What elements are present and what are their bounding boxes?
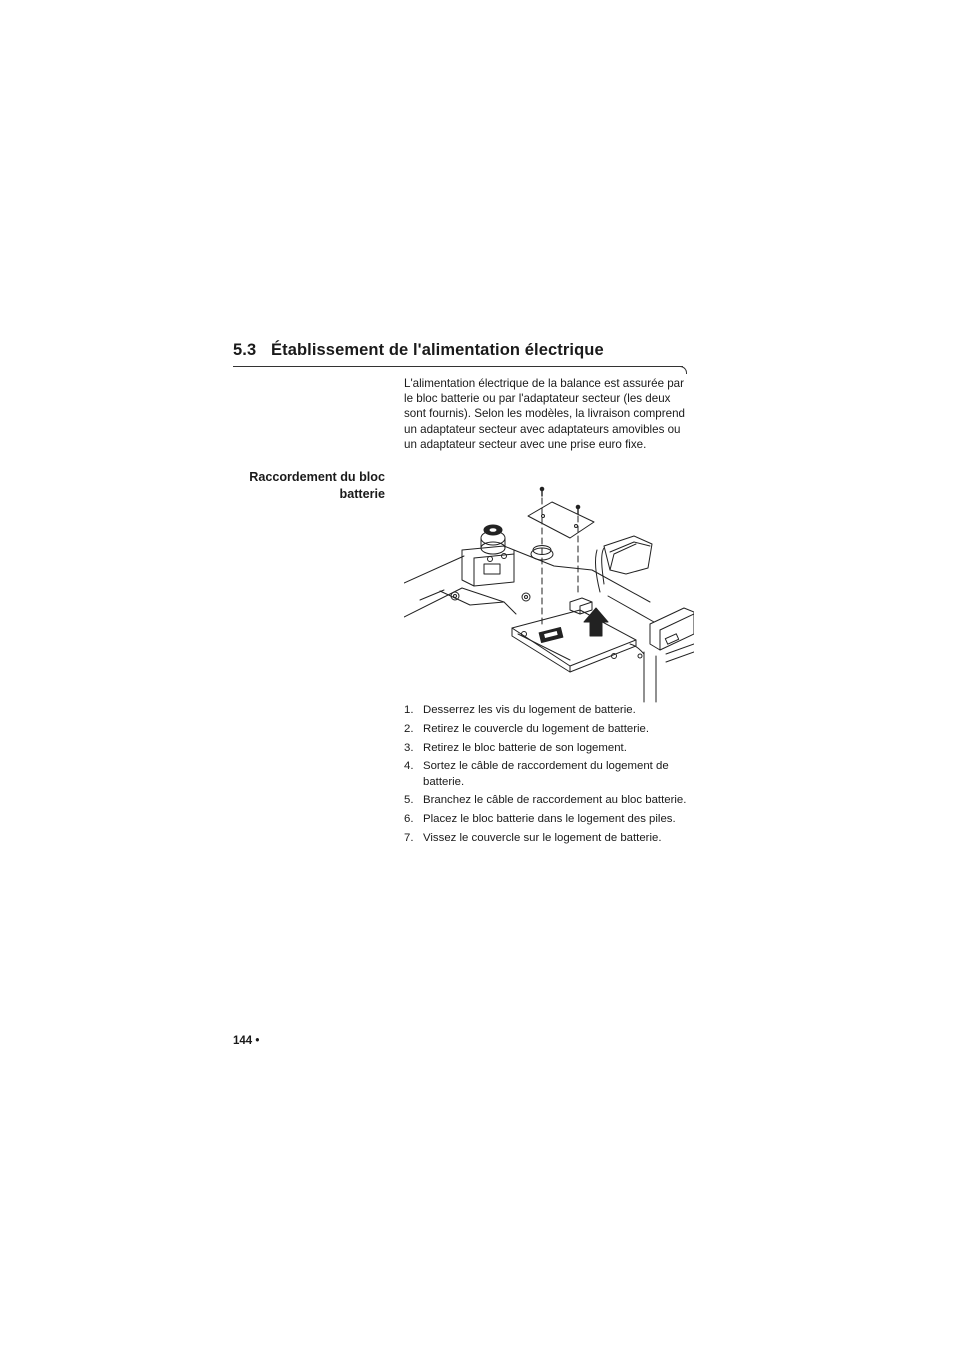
step-text: Retirez le couvercle du logement de batterie. bbox=[423, 722, 650, 735]
list-item bbox=[404, 831, 694, 846]
step-number: 4. bbox=[404, 760, 414, 773]
list-item bbox=[404, 741, 694, 756]
subsection-heading bbox=[225, 469, 385, 502]
list-item bbox=[404, 759, 694, 789]
list-item bbox=[404, 722, 694, 737]
section-number: 5.3 bbox=[233, 341, 257, 359]
subsection-title-line2: batterie bbox=[339, 486, 385, 501]
intro-paragraph: L'alimentation électrique de la balance est assurée par le bloc batterie ou par l'adaptateur secteur (les deux sont fournis). Selon les modèles, la livraison comprend un adaptateur secteur avec adaptateurs amovibles ou un adaptateur secteur avec une prise euro fixe. bbox=[404, 377, 685, 451]
step-number: 3. bbox=[404, 741, 414, 754]
step-text: Retirez le bloc batterie de son logement. bbox=[423, 741, 627, 754]
heading-rule-corner bbox=[679, 366, 687, 374]
battery-compartment-illustration bbox=[404, 484, 694, 704]
step-number: 6. bbox=[404, 813, 414, 826]
step-text: Desserrez les vis du logement de batterie. bbox=[423, 704, 636, 716]
step-text: Vissez le couvercle sur le logement de batterie. bbox=[423, 831, 662, 844]
list-item bbox=[404, 812, 694, 827]
step-number: 1. bbox=[404, 704, 414, 716]
step-text: Branchez le câble de raccordement au bloc batterie. bbox=[423, 794, 687, 807]
section-title: Établissement de l'alimentation électrique bbox=[271, 341, 604, 359]
list-item bbox=[404, 793, 694, 808]
list-item bbox=[404, 703, 694, 718]
heading-rule bbox=[233, 366, 683, 367]
step-text: Placez le bloc batterie dans le logement des piles. bbox=[423, 813, 676, 826]
page-number: 144 • bbox=[233, 1035, 260, 1047]
section-heading bbox=[233, 341, 604, 360]
step-number: 5. bbox=[404, 794, 414, 807]
step-text: Sortez le câble de raccordement du logement de batterie. bbox=[423, 760, 669, 788]
instruction-steps bbox=[404, 703, 694, 850]
step-number: 7. bbox=[404, 831, 414, 844]
step-number: 2. bbox=[404, 722, 414, 735]
subsection-title-line1: Raccordement du bloc bbox=[249, 470, 385, 484]
